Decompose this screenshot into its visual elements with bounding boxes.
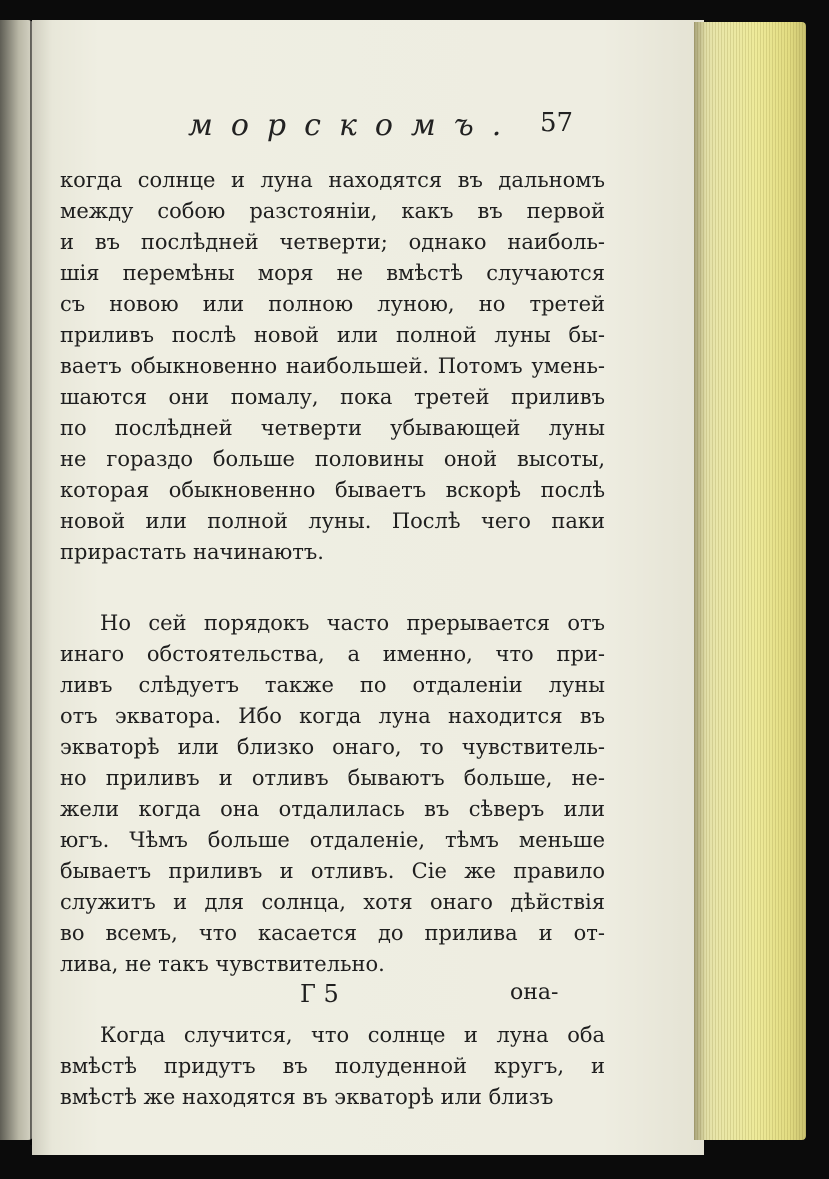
text-line: экваторѣ или близко онаго, то чувствитель- xyxy=(60,735,605,759)
catchword: она- xyxy=(510,980,559,1005)
page-body-text xyxy=(60,165,605,1113)
text-line: лива, не такъ чувствительно. xyxy=(60,952,385,976)
text-line: ливъ слѣдуетъ также по отдаленiи луны xyxy=(60,673,605,697)
text-line: югъ. Чѣмъ больше отдаленiе, тѣмъ меньше xyxy=(60,828,605,852)
text-line: когда солнце и луна находятся въ дальномъ xyxy=(60,168,605,192)
text-line: вмѣстѣ придутъ въ полуденной кругъ, и xyxy=(60,1054,605,1078)
text-line: жели когда она отдалилась въ сѣверъ или xyxy=(60,797,605,821)
paragraph-gap xyxy=(60,568,605,608)
text-line: Но сей порядокъ часто прерывается отъ xyxy=(100,611,605,635)
text-line: но приливъ и отливъ бываютъ больше, не- xyxy=(60,766,605,790)
text-line: съ новою или полною луною, но третей xyxy=(60,292,605,316)
paragraph xyxy=(60,165,605,568)
left-page-edge xyxy=(0,20,34,1140)
text-line: приливъ послѣ новой или полной луны бы- xyxy=(60,323,605,347)
text-line: новой или полной луны. Послѣ чего паки xyxy=(60,509,605,533)
text-line: отъ экватора. Ибо когда луна находится въ xyxy=(60,704,605,728)
text-line: которая обыкновенно бываетъ вскорѣ послѣ xyxy=(60,478,605,502)
text-line: не гораздо больше половины оной высоты, xyxy=(60,447,605,471)
page-edges-stack xyxy=(694,22,806,1140)
text-line: по послѣдней четверти убывающей луны xyxy=(60,416,605,440)
text-line: Когда случится, что солнце и луна оба xyxy=(100,1023,605,1047)
text-line: служитъ и для солнца, хотя онаго дѣйствiя xyxy=(60,890,605,914)
signature-mark: Г 5 xyxy=(300,980,339,1008)
text-line: инаго обстоятельства, а именно, что при- xyxy=(60,642,605,666)
text-line: вмѣстѣ же находятся въ экваторѣ или близъ xyxy=(60,1085,554,1109)
text-line: шаются они помалу, пока третей приливъ xyxy=(60,385,605,409)
running-head: морскомъ. xyxy=(188,108,520,143)
text-line: прирастать начинаютъ. xyxy=(60,540,324,564)
text-line: бываетъ приливъ и отливъ. Сiе же правило xyxy=(60,859,605,883)
page-edges-shadow xyxy=(694,22,706,1140)
paragraph xyxy=(60,608,605,980)
text-line: шiя перемѣны моря не вмѣстѣ случаются xyxy=(60,261,605,285)
book-page xyxy=(32,20,704,1155)
page-header xyxy=(32,102,704,142)
paragraph xyxy=(60,1020,605,1113)
text-line: и въ послѣдней четверти; однако наиболь- xyxy=(60,230,605,254)
text-line: ваетъ обыкновенно наибольшей. Потомъ умень- xyxy=(60,354,605,378)
page-number: 57 xyxy=(540,108,574,138)
page-footer xyxy=(32,980,704,1014)
text-line: между собою разстоянiи, какъ въ первой xyxy=(60,199,605,223)
text-line: во всемъ, что касается до прилива и от- xyxy=(60,921,605,945)
